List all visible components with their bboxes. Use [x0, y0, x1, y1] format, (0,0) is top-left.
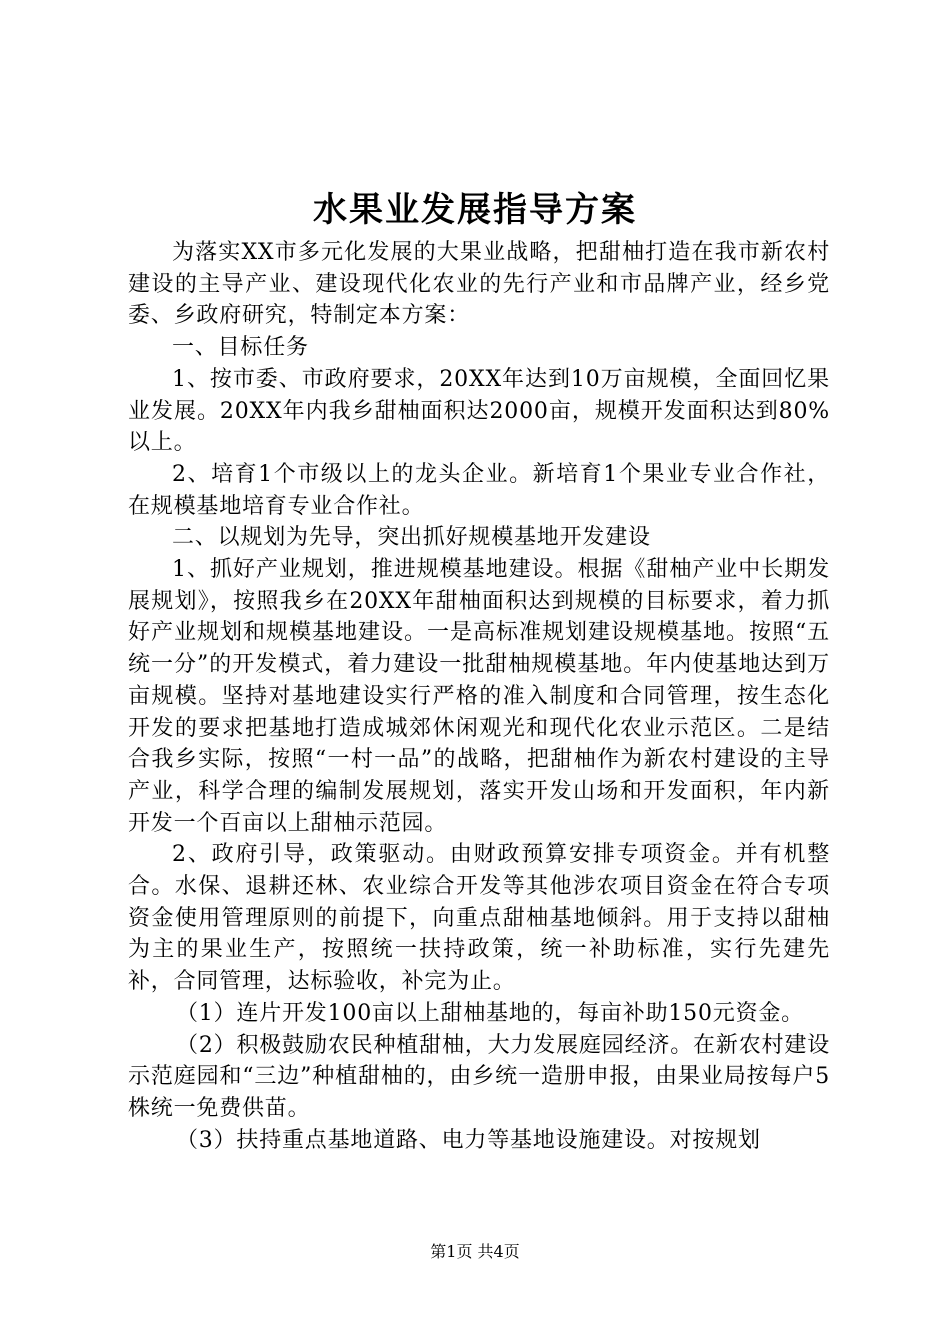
paragraph-planning-2: 2、政府引导，政策驱动。由财政预算安排专项资金。并有机整合。水保、退耕还林、农业综合开发等其他涉农项目资金在符合专项资金使用管理原则的前提下，向重点甜柚基地倾斜。用于支持以甜柚为主的果业生产，按照统一扶持政策，统一补助标准，实行先建先补，合同管理，达标验收，补完为止。: [128, 842, 830, 995]
paragraph-goal-2: 2、培育1个市级以上的龙头企业。新培育1个果业专业合作社，在规模基地培育专业合作社。: [128, 461, 830, 519]
page-footer: 第1页 共4页: [430, 1242, 520, 1261]
section-heading-planning: 二、以规划为先导，突出抓好规模基地开发建设: [172, 525, 651, 551]
intro-paragraph: 为落实XX市多元化发展的大果业战略，把甜柚打造在我市新农村建设的主导产业、建设现代化农业的先行产业和市品牌产业，经乡党委、乡政府研究，特制定本方案：: [128, 240, 830, 329]
document-body: [128, 237, 830, 1156]
paragraph-goal-1: 1、按市委、市政府要求，20XX年达到10万亩规模，全面回忆果业发展。20XX年内我乡甜柚面积达2000亩，规模开发面积达到80%以上。: [128, 366, 830, 456]
paragraph-subsidy-3: （3）扶持重点基地道路、电力等基地设施建设。对按规划: [176, 1127, 761, 1153]
paragraph-planning-1: 1、抓好产业规划，推进规模基地建设。根据《甜柚产业中长期发展规划》，按照我乡在20XX年甜柚面积达到规模的目标要求，着力抓好产业规划和规模基地建设。一是高标准规划建设规模基地。按照“五统一分”的开发模式，着力建设一批甜柚规模基地。年内使基地达到万亩规模。坚持对基地建设实行严格的准入制度和合同管理，按生态化开发的要求把基地打造成城郊休闲观光和现代化农业示范区。二是结合我乡实际，按照“一村一品”的战略，把甜柚作为新农村建设的主导产业，科学合理的编制发展规划，落实开发山场和开发面积，年内新开发一个百亩以上甜柚示范园。: [128, 557, 830, 836]
paragraph-subsidy-2: （2）积极鼓励农民种植甜柚，大力发展庭园经济。在新农村建设示范庭园和“三边”种植甜柚的，由乡统一造册申报，由果业局按每户5株统一免费供苗。: [128, 1032, 830, 1121]
paragraph-subsidy-1: （1）连片开发100亩以上甜柚基地的，每亩补助150元资金。: [176, 1000, 804, 1026]
section-heading-goals: 一、目标任务: [172, 335, 309, 361]
page-title: 水果业发展指导方案: [313, 190, 637, 230]
